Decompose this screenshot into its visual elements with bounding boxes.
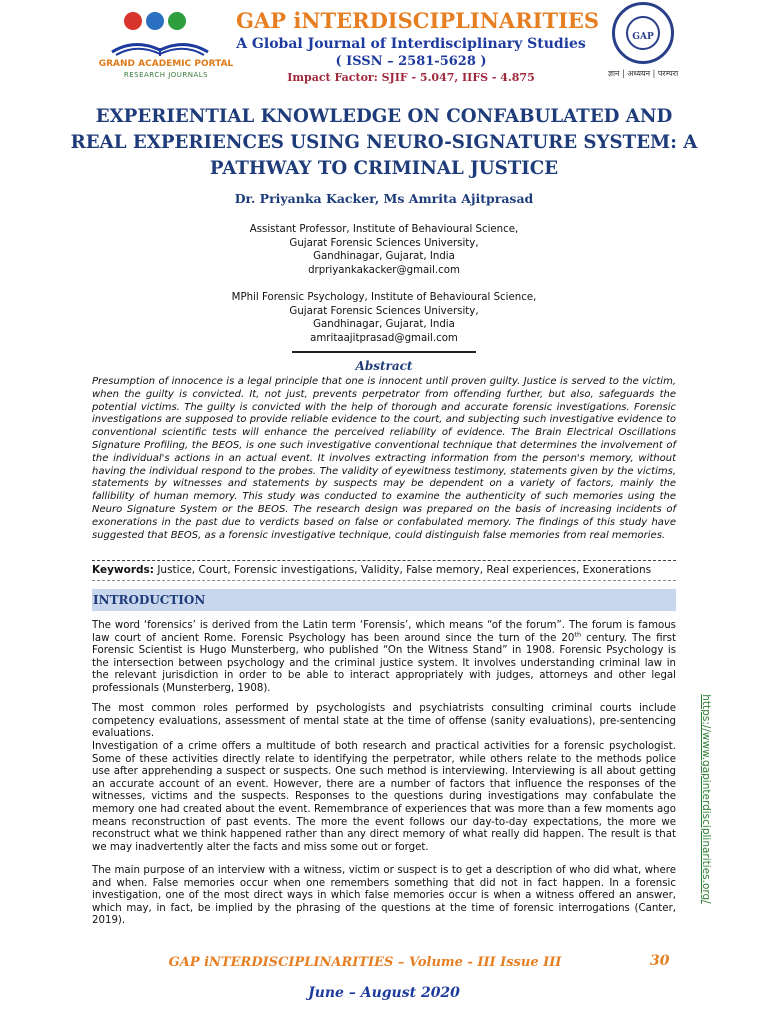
affiliation-line: Gandhinagar, Gujarat, India <box>313 319 455 330</box>
impact-factor: Impact Factor: SJIF - 5.047, IIFS - 4.875 <box>287 71 535 84</box>
intro-heading: INTRODUCTION <box>93 593 206 607</box>
abstract-divider <box>292 351 476 353</box>
affiliation-line: Gujarat Forensic Sciences University, <box>289 237 479 249</box>
blue-circle-icon <box>146 12 164 30</box>
keywords-text: Justice, Court, Forensic investigations, Validity, False memory, Real experiences, Exonerations <box>153 564 652 576</box>
journal-subtitle: A Global Journal of Interdisciplinary Studies <box>236 36 586 52</box>
footer-date: June – August 2020 <box>308 985 460 1001</box>
green-circle-icon <box>168 12 186 30</box>
abstract-heading: Abstract <box>355 359 413 373</box>
affiliation-line: Gandhinagar, Gujarat, India <box>313 251 455 262</box>
author-email: drpriyankakacker@gmail.com <box>308 264 460 276</box>
authors: Dr. Priyanka Kacker, Ms Amrita Ajitprasad <box>234 191 534 206</box>
author-email: amritaajitprasad@gmail.com <box>310 332 458 344</box>
superscript-th: th <box>574 630 582 639</box>
grand-academic-portal-logo <box>96 12 236 82</box>
logo-circles <box>124 12 186 30</box>
affiliation-line: Assistant Professor, Institute of Behavioural Science, <box>249 224 519 235</box>
affiliation-line: Gujarat Forensic Sciences University, <box>289 305 479 317</box>
affiliation-line: MPhil Forensic Psychology, Institute of Behavioural Science, <box>231 292 537 303</box>
keywords-label: Keywords: <box>92 564 154 576</box>
affiliation-2 <box>184 291 584 345</box>
portal-subtitle: RESEARCH JOURNALS <box>123 71 209 79</box>
journal-title: GAP iNTERDISCIPLINARITIES <box>236 8 600 33</box>
seal-text: GAP <box>632 32 654 42</box>
paper-title: EXPERIENTIAL KNOWLEDGE ON CONFABULATED AND REAL EXPERIENCES USING NEURO-SIGNATURE SYSTEM: A PATHWAY TO CRIMINAL JUSTICE <box>70 106 698 179</box>
keywords-line <box>92 564 676 576</box>
gap-seal-logo <box>612 2 674 64</box>
paragraph-1-part-a: The word ‘forensics’ is derived from the Latin term ‘Forensis’, which means “of the forum”. The forum is famous law court of ancient Rome. Forensic Psychology has been around since the turn of the 20 <box>92 620 676 644</box>
seal-motto: ज्ञान | अध्ययन | परम्परा <box>607 69 679 78</box>
paragraph-2: The most common roles performed by psychologists and psychiatrists consulting criminal courts include competency evaluations, assessment of mental state at the time of offense (sanity evaluations), pre-sentencing evaluations. <box>92 703 676 740</box>
paragraph-1 <box>92 620 676 696</box>
abstract-body: Presumption of innocence is a legal principle that one is innocent until proven guilty. Justice is served to the victim, when the guilty is convicted. It, not just, prevents perpetrator from offending further, but also, safeguards the potential victims. The guilty is convicted with the help of thorough and accurate forensic investigations. Forensic investigations are supposed to provide reliable evidence to the court, and subjecting such investigative evidence to conventional scientific tests will enhance the perceived reliability of evidence. The Brain Electrical Oscillations Signature Profiling, the BEOS, is one such investigative conventional technique that determines the involvement of the individual's actions in an actual event. It involves extracting information from the person's memory, without having the individual respond to the probes. The validity of eyewitness testimony, statements given by the victims, statements by witnesses and statements by suspects may be dependent on a variety of factors, mainly the fallibility of human memory. This study was conducted to examine the authenticity of such memories using the Neuro Signature System or the BEOS. The research design was prepared on the basis of increasing incidents of exonerations in the past due to verdicts based on false or confabulated memory. The findings of this study have suggested that BEOS, as a forensic investigative technique, could distinguish false memories from real memories. <box>92 376 676 541</box>
portal-name: GRAND ACADEMIC PORTAL <box>98 59 234 69</box>
keywords-top-divider <box>92 560 676 561</box>
side-url-link[interactable] <box>696 690 716 916</box>
paragraph-3: Investigation of a crime offers a multitude of both research and practical activities for a forensic psychologist. Some of these activities directly relate to identifying the perpetrator, while others relate to the methods police use after apprehending a suspect or suspects. One such method is interviewing. Interviewing is all about getting an accurate account of an event. However, there are a number of factors that influence the responses of the witnesses, victims and the suspects. Responses to the questions during investigations may confabulate the memory one had created about the event. Remembrance of experiences that was more than a few moments ago means reconstruction of past events. The more the event follows our day-to-day expectations, the more we reconstruct what we think happened rather than any direct memory of what really did happen. The result is that we may inadvertently alter the facts and miss some out or forget. <box>92 741 676 853</box>
paragraph-1-part-b: century. The first Forensic Scientist is Hugo Munsterberg, who published “On the Witness Stand” in 1908. Forensic Psychology is the intersection between psychology and the criminal justice system. It involves understanding criminal law in the relevant jurisdiction in order to be able to interact appropriately with judges, attorneys and other legal professionals (Munsterberg, 1908). <box>92 632 676 694</box>
issn: ( ISSN – 2581-5628 ) <box>335 54 487 69</box>
red-circle-icon <box>124 12 142 30</box>
seal-inner-ring <box>626 16 660 50</box>
keywords-bottom-divider <box>92 580 676 581</box>
side-url-text[interactable]: https://www.gapinterdisciplinarities.org/ <box>700 694 712 904</box>
footer-journal: GAP iNTERDISCIPLINARITIES – Volume - III Issue III <box>168 955 562 970</box>
open-book-icon <box>110 34 210 56</box>
page-number: 30 <box>650 953 670 969</box>
paragraph-4: The main purpose of an interview with a witness, victim or suspect is to get a description of who did what, where and when. False memories occur when one remembers something that did not in fact happen. In a forensic investigation, one of the most direct ways in which false memories occur is when a witness offered an answer, which may, in fact, be implied by the phrasing of the questions at the time of forensic interrogations (Canter, 2019). <box>92 865 676 927</box>
affiliation-1 <box>184 223 584 277</box>
